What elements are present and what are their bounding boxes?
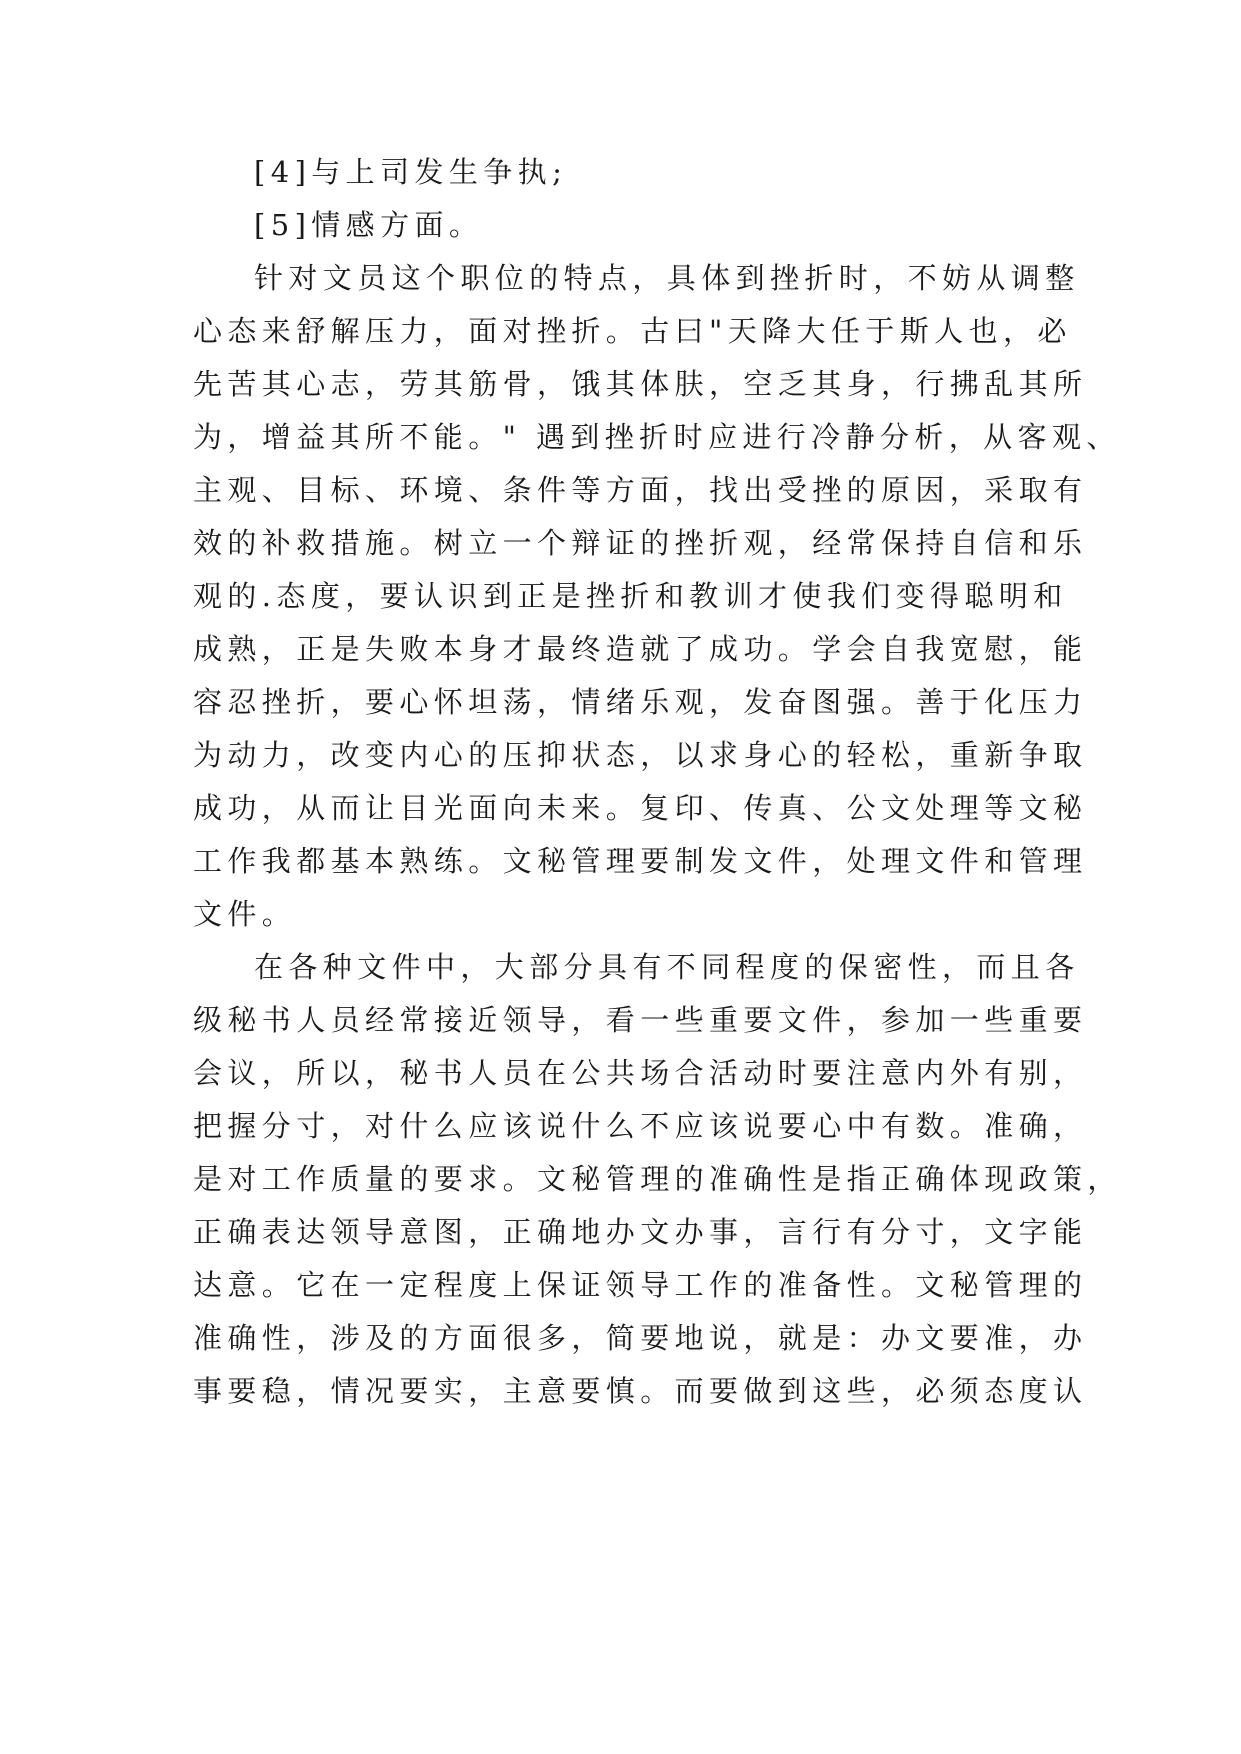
text-line: 容忍挫折，要心怀坦荡，情绪乐观，发奋图强。善于化压力: [193, 685, 1088, 719]
text-line: 针对文员这个职位的特点，具体到挫折时，不妨从调整: [254, 261, 1080, 295]
text-line: 在各种文件中，大部分具有不同程度的保密性，而且各: [254, 950, 1080, 984]
text-line: 成熟，正是失败本身才最终造就了成功。学会自我宽慰，能: [193, 632, 1088, 666]
text-line: 观的.态度，要认识到正是挫折和教训才使我们变得聪明和: [193, 579, 1068, 613]
text-line: 准确性，涉及的方面很多，简要地说，就是：办文要准，办: [193, 1321, 1088, 1355]
text-line: 正确表达领导意图，正确地办文办事，言行有分寸，文字能: [193, 1215, 1088, 1249]
text-line: 成功，从而让目光面向未来。复印、传真、公文处理等文秘: [193, 791, 1088, 825]
text-line: 主观、目标、环境、条件等方面，找出受挫的原因，采取有: [193, 473, 1088, 507]
text-line: 为动力，改变内心的压抑状态，以求身心的轻松，重新争取: [193, 738, 1088, 772]
text-line: 会议，所以，秘书人员在公共场合活动时要注意内外有别，: [193, 1056, 1088, 1090]
text-line: 把握分寸，对什么应该说什么不应该说要心中有数。准确，: [193, 1109, 1088, 1143]
text-line: 心态来舒解压力，面对挫折。古曰"天降大任于斯人也，必: [193, 314, 1072, 348]
text-line: 效的补救措施。树立一个辩证的挫折观，经常保持自信和乐: [193, 526, 1088, 560]
text-line: [4]与上司发生争执;: [254, 155, 568, 189]
text-line: 文件。: [193, 897, 297, 931]
text-line: 级秘书人员经常接近领导，看一些重要文件，参加一些重要: [193, 1003, 1088, 1037]
text-line: 事要稳，情况要实，主意要慎。而要做到这些，必须态度认: [193, 1374, 1088, 1408]
text-line: 是对工作质量的要求。文秘管理的准确性是指正确体现政策，: [193, 1162, 1122, 1196]
text-line: 先苦其心志，劳其筋骨，饿其体肤，空乏其身，行拂乱其所: [193, 367, 1088, 401]
text-line: [5]情感方面。: [254, 208, 484, 242]
text-line: 工作我都基本熟练。文秘管理要制发文件，处理文件和管理: [193, 844, 1088, 878]
text-line: 为，增益其所不能。" 遇到挫折时应进行冷静分析，从客观、: [193, 420, 1121, 454]
text-line: 达意。它在一定程度上保证领导工作的准备性。文秘管理的: [193, 1268, 1088, 1302]
